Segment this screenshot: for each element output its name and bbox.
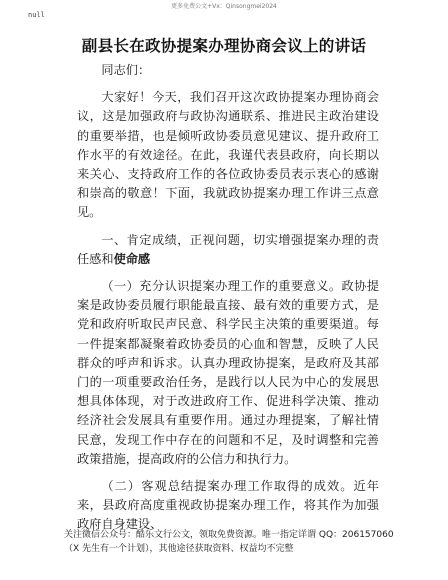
document-title: 副县长在政协提案办理协商会议上的讲话 bbox=[81, 37, 367, 55]
footer-line-1: 关注微信公众号：酷乐文行公文，领取免费资源。唯一指定详谓 QQ：206157060 bbox=[64, 530, 394, 540]
section-heading-text: 一、肯定成绩，正视问题，切实增强提案办理的责任感和 bbox=[77, 232, 379, 266]
footer-notice bbox=[64, 528, 394, 556]
salutation: 同志们： bbox=[101, 63, 151, 77]
header-note: 更多免费公文+Vx：Qinsongmei2024 bbox=[171, 3, 277, 10]
footer-line-2: （X 先生有一个计划），其他途径获取资料、权益均不完整 bbox=[64, 544, 294, 554]
paragraph-achievements: （二）客观总结提案办理工作取得的成效。近年来，县政府高度重视政协提案办理工作，将其作为加强政府自身建设、 bbox=[77, 479, 379, 532]
section-heading-bold: 使命感 bbox=[113, 251, 151, 266]
document-body bbox=[77, 61, 379, 535]
section-heading bbox=[77, 231, 379, 269]
null-mark: null bbox=[28, 11, 45, 19]
paragraph-significance: （一）充分认识提案办理工作的重要意义。政协提案是政协委员履行职能最直接、最有效的重要方式，是党和政府听取民声民意、科学民主决策的重要渠道。每一件提案都凝聚着政协委员的心血和智慧，反映了人民群众的呼声和诉求。认真办理政协提案，是政府及其部门的一项重要政治任务，是践行以人民为中心的发展思想具体体现，对于改进政府工作、促进科学决策、推动经济社会发展具有重要作用。通过办理提案，了解社情民意，发现工作中存在的问题和不足，及时调整和完善政策措施，提高政府的公信力和执行力。 bbox=[77, 279, 379, 466]
paragraph-opening: 大家好！今天，我们召开这次政协提案办理协商会议，这是加强政府与政协沟通联系、推进民主政治建设的重要举措，也是倾听政协委员意见建议、提升政府工作水平的有效途径。在此，我谨代表县政府，向长期以来关心、支持政府工作的各位政协委员表示衷心的感谢和崇高的敬意！下面，我就政协提案办理工作讲三点意见。 bbox=[77, 90, 379, 220]
